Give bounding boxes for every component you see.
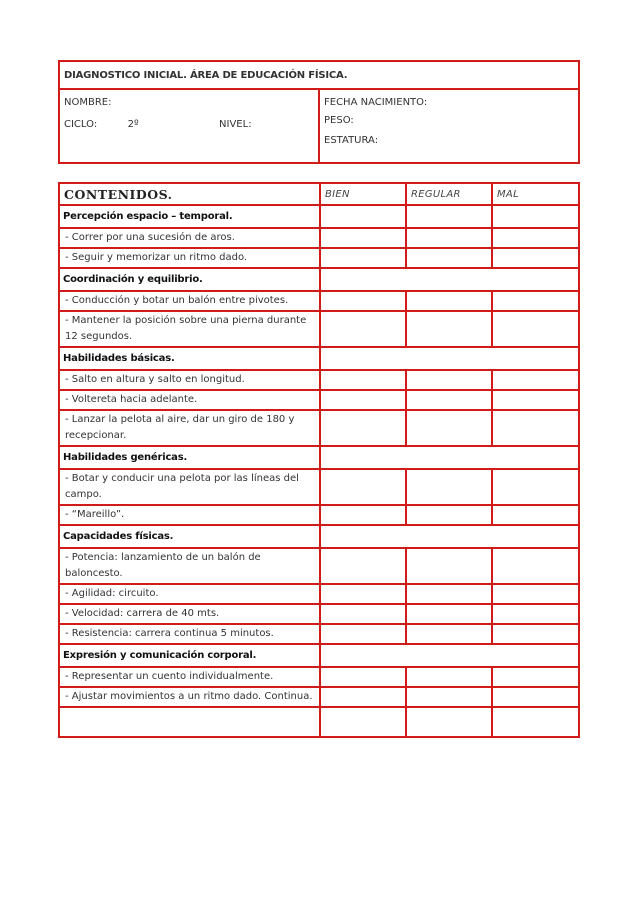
bien-cell[interactable] xyxy=(320,205,406,228)
ciclo-label: CICLO: xyxy=(64,119,98,130)
bien-cell[interactable] xyxy=(320,505,406,525)
student-identity-cell xyxy=(59,89,319,163)
section-row xyxy=(59,268,579,291)
regular-cell[interactable] xyxy=(406,667,492,687)
empty-cell[interactable] xyxy=(492,707,579,737)
section-title: Habilidades básicas. xyxy=(59,347,320,370)
mal-cell[interactable] xyxy=(492,390,579,410)
regular-cell[interactable] xyxy=(406,311,492,347)
regular-cell[interactable] xyxy=(406,228,492,248)
mal-cell[interactable] xyxy=(492,311,579,347)
mal-cell[interactable] xyxy=(492,584,579,604)
mal-cell[interactable] xyxy=(492,604,579,624)
bien-cell[interactable] xyxy=(320,667,406,687)
item-text: - Resistencia: carrera continua 5 minutos. xyxy=(59,624,320,644)
bien-cell[interactable] xyxy=(320,410,406,446)
table-row xyxy=(59,667,579,687)
section-row xyxy=(59,347,579,370)
bien-cell[interactable] xyxy=(320,390,406,410)
regular-cell[interactable] xyxy=(406,410,492,446)
regular-cell[interactable] xyxy=(406,687,492,707)
bien-cell[interactable] xyxy=(320,248,406,268)
bien-cell[interactable] xyxy=(320,370,406,390)
mal-cell[interactable] xyxy=(492,410,579,446)
section-title: Capacidades físicas. xyxy=(59,525,320,548)
empty-cell[interactable] xyxy=(406,707,492,737)
mal-cell[interactable] xyxy=(492,370,579,390)
fecha-nacimiento-label: FECHA NACIMIENTO: xyxy=(324,97,428,108)
document-title: DIAGNOSTICO INICIAL. ÁREA DE EDUCACIÓN FÍSICA. xyxy=(59,61,579,89)
section-rating-cell xyxy=(320,268,579,291)
regular-cell[interactable] xyxy=(406,584,492,604)
bien-cell[interactable] xyxy=(320,469,406,505)
ciclo-nivel-line xyxy=(64,118,314,140)
item-text: - Ajustar movimientos a un ritmo dado. Continua. xyxy=(59,687,320,707)
section-rating-cell xyxy=(320,446,579,469)
section-row xyxy=(59,205,579,228)
table-row xyxy=(59,311,579,347)
section-rating-cell xyxy=(320,525,579,548)
table-row xyxy=(59,410,579,446)
item-text: - Correr por una sucesión de aros. xyxy=(59,228,320,248)
item-text: - Agilidad: circuito. xyxy=(59,584,320,604)
table-row xyxy=(59,291,579,311)
section-title: Coordinación y equilibrio. xyxy=(59,268,320,291)
ciclo-value: 2º xyxy=(127,119,139,130)
section-title: Expresión y comunicación corporal. xyxy=(59,644,320,667)
item-text: - Botar y conducir una pelota por las líneas del campo. xyxy=(59,469,320,505)
item-text: - Salto en altura y salto en longitud. xyxy=(59,370,320,390)
item-text: - Seguir y memorizar un ritmo dado. xyxy=(59,248,320,268)
section-row xyxy=(59,644,579,667)
table-row xyxy=(59,228,579,248)
item-text: - Velocidad: carrera de 40 mts. xyxy=(59,604,320,624)
regular-cell[interactable] xyxy=(406,205,492,228)
table-row xyxy=(59,370,579,390)
regular-cell[interactable] xyxy=(406,604,492,624)
mal-cell[interactable] xyxy=(492,548,579,584)
item-text: - “Mareillo”. xyxy=(59,505,320,525)
section-row xyxy=(59,446,579,469)
column-header-regular: REGULAR xyxy=(406,183,492,205)
mal-cell[interactable] xyxy=(492,624,579,644)
mal-cell[interactable] xyxy=(492,248,579,268)
estatura-label: ESTATURA: xyxy=(324,135,379,146)
bien-cell[interactable] xyxy=(320,687,406,707)
table-row xyxy=(59,604,579,624)
bien-cell[interactable] xyxy=(320,548,406,584)
empty-row xyxy=(59,707,579,737)
bien-cell[interactable] xyxy=(320,584,406,604)
item-text: - Representar un cuento individualmente. xyxy=(59,667,320,687)
bien-cell[interactable] xyxy=(320,291,406,311)
mal-cell[interactable] xyxy=(492,205,579,228)
regular-cell[interactable] xyxy=(406,469,492,505)
table-row xyxy=(59,548,579,584)
table-row xyxy=(59,248,579,268)
table-row xyxy=(59,584,579,604)
item-text: - Lanzar la pelota al aire, dar un giro de 180 y recepcionar. xyxy=(59,410,320,446)
contents-evaluation-table xyxy=(58,182,580,738)
mal-cell[interactable] xyxy=(492,469,579,505)
empty-cell[interactable] xyxy=(320,707,406,737)
empty-cell[interactable] xyxy=(59,707,320,737)
bien-cell[interactable] xyxy=(320,624,406,644)
regular-cell[interactable] xyxy=(406,390,492,410)
section-rating-cell xyxy=(320,644,579,667)
section-title: Habilidades genéricas. xyxy=(59,446,320,469)
table-row xyxy=(59,624,579,644)
item-text: - Voltereta hacia adelante. xyxy=(59,390,320,410)
item-text: - Potencia: lanzamiento de un balón de baloncesto. xyxy=(59,548,320,584)
student-info-table xyxy=(58,60,580,164)
item-text: - Conducción y botar un balón entre pivotes. xyxy=(59,291,320,311)
table-header-row xyxy=(59,183,579,205)
student-physical-cell xyxy=(319,89,579,163)
mal-cell[interactable] xyxy=(492,667,579,687)
mal-cell[interactable] xyxy=(492,228,579,248)
table-row xyxy=(59,687,579,707)
bien-cell[interactable] xyxy=(320,311,406,347)
nivel-label: NIVEL: xyxy=(219,119,252,130)
bien-cell[interactable] xyxy=(320,228,406,248)
column-header-contenidos: CONTENIDOS. xyxy=(59,183,320,205)
bien-cell[interactable] xyxy=(320,604,406,624)
mal-cell[interactable] xyxy=(492,687,579,707)
peso-label: PESO: xyxy=(324,115,354,126)
mal-cell[interactable] xyxy=(492,505,579,525)
column-header-mal: MAL xyxy=(492,183,579,205)
section-rating-cell xyxy=(320,347,579,370)
regular-cell[interactable] xyxy=(406,248,492,268)
column-header-bien: BIEN xyxy=(320,183,406,205)
item-text: - Mantener la posición sobre una pierna durante 12 segundos. xyxy=(59,311,320,347)
section-row xyxy=(59,525,579,548)
regular-cell[interactable] xyxy=(406,370,492,390)
document-sheet xyxy=(58,60,578,738)
table-row xyxy=(59,390,579,410)
table-row xyxy=(59,505,579,525)
table-row xyxy=(59,469,579,505)
regular-cell[interactable] xyxy=(406,548,492,584)
section-title: Percepción espacio – temporal. xyxy=(59,205,320,228)
regular-cell[interactable] xyxy=(406,291,492,311)
regular-cell[interactable] xyxy=(406,505,492,525)
regular-cell[interactable] xyxy=(406,624,492,644)
mal-cell[interactable] xyxy=(492,291,579,311)
nombre-label: NOMBRE: xyxy=(64,97,112,108)
